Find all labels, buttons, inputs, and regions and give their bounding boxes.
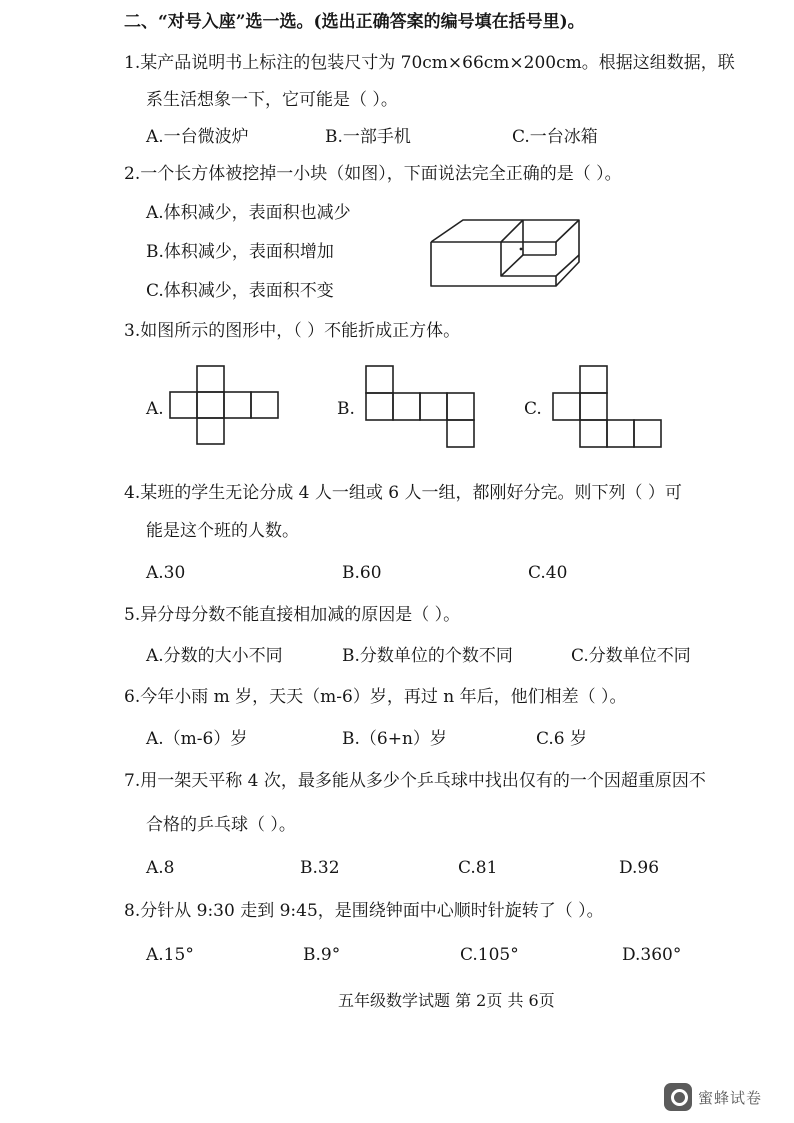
question-4-line-1: 4.某班的学生无论分成 4 人一组或 6 人一组，都刚好分完。则下列（ ）可 [124, 483, 682, 503]
page-footer: 五年级数学试题 第 2页 共 6页 [338, 991, 555, 1010]
question-1-line-1: 1.某产品说明书上标注的包装尺寸为 70cm×66cm×200cm。根据这组数据，联 [124, 53, 735, 73]
question-8-option-d[interactable]: D.360° [622, 945, 682, 965]
question-7-option-d[interactable]: D.96 [619, 858, 660, 878]
question-4-line-2: 能是这个班的人数。 [146, 521, 299, 541]
question-6-option-a[interactable]: A.（m-6）岁 [146, 729, 248, 749]
question-7-option-b[interactable]: B.32 [300, 858, 340, 878]
question-8-option-b[interactable]: B.9° [303, 945, 341, 965]
question-1-option-c[interactable]: C.一台冰箱 [512, 127, 598, 147]
question-4-option-b[interactable]: B.60 [342, 563, 382, 583]
watermark-logo [664, 1083, 762, 1111]
question-4-option-c[interactable]: C.40 [528, 563, 568, 583]
question-2-line-1: 2.一个长方体被挖掉一小块（如图），下面说法完全正确的是（ ）。 [124, 164, 622, 184]
question-5-option-a[interactable]: A.分数的大小不同 [146, 646, 283, 666]
question-3-line-1: 3.如图所示的图形中，（ ）不能折成正方体。 [124, 321, 461, 341]
question-2-option-a[interactable]: A.体积减少，表面积也减少 [146, 203, 351, 223]
question-7-option-a[interactable]: A.8 [146, 858, 175, 878]
question-4-option-a[interactable]: A.30 [146, 563, 186, 583]
question-1-option-b[interactable]: B.一部手机 [325, 127, 411, 147]
question-3-option-a[interactable]: A. [146, 399, 164, 419]
question-3-option-c[interactable]: C. [524, 399, 542, 419]
question-7-line-2: 合格的乒乓球（ ）。 [146, 815, 296, 835]
question-1-option-a[interactable]: A.一台微波炉 [146, 127, 249, 147]
question-5-option-b[interactable]: B.分数单位的个数不同 [342, 646, 513, 666]
question-6-option-b[interactable]: B.（6+n）岁 [342, 729, 447, 749]
section-title: 二、“对号入座”选一选。(选出正确答案的编号填在括号里)。 [124, 12, 585, 32]
question-7-option-c[interactable]: C.81 [458, 858, 498, 878]
question-5-option-c[interactable]: C.分数单位不同 [571, 646, 691, 666]
question-7-line-1: 7.用一架天平称 4 次，最多能从多少个乒乓球中找出仅有的一个因超重原因不 [124, 771, 706, 791]
question-2-option-c[interactable]: C.体积减少，表面积不变 [146, 281, 334, 301]
question-6-line-1: 6.今年小雨 m 岁，天天（m-6）岁，再过 n 年后，他们相差（ ）。 [124, 687, 627, 707]
question-8-option-c[interactable]: C.105° [460, 945, 519, 965]
question-6-option-c[interactable]: C.6 岁 [536, 729, 588, 749]
question-8-option-a[interactable]: A.15° [146, 945, 194, 965]
question-2-option-b[interactable]: B.体积减少，表面积增加 [146, 242, 334, 262]
question-1-line-2: 系生活想象一下，它可能是（ ）。 [146, 90, 398, 110]
question-5-line-1: 5.异分母分数不能直接相加减的原因是（ ）。 [124, 605, 461, 625]
question-3-option-b[interactable]: B. [337, 399, 355, 419]
magnifier-icon [664, 1083, 692, 1111]
question-8-line-1: 8.分针从 9:30 走到 9:45，是围绕钟面中心顺时针旋转了（ ）。 [124, 901, 604, 921]
watermark-text: 蜜蜂试卷 [698, 1088, 763, 1107]
